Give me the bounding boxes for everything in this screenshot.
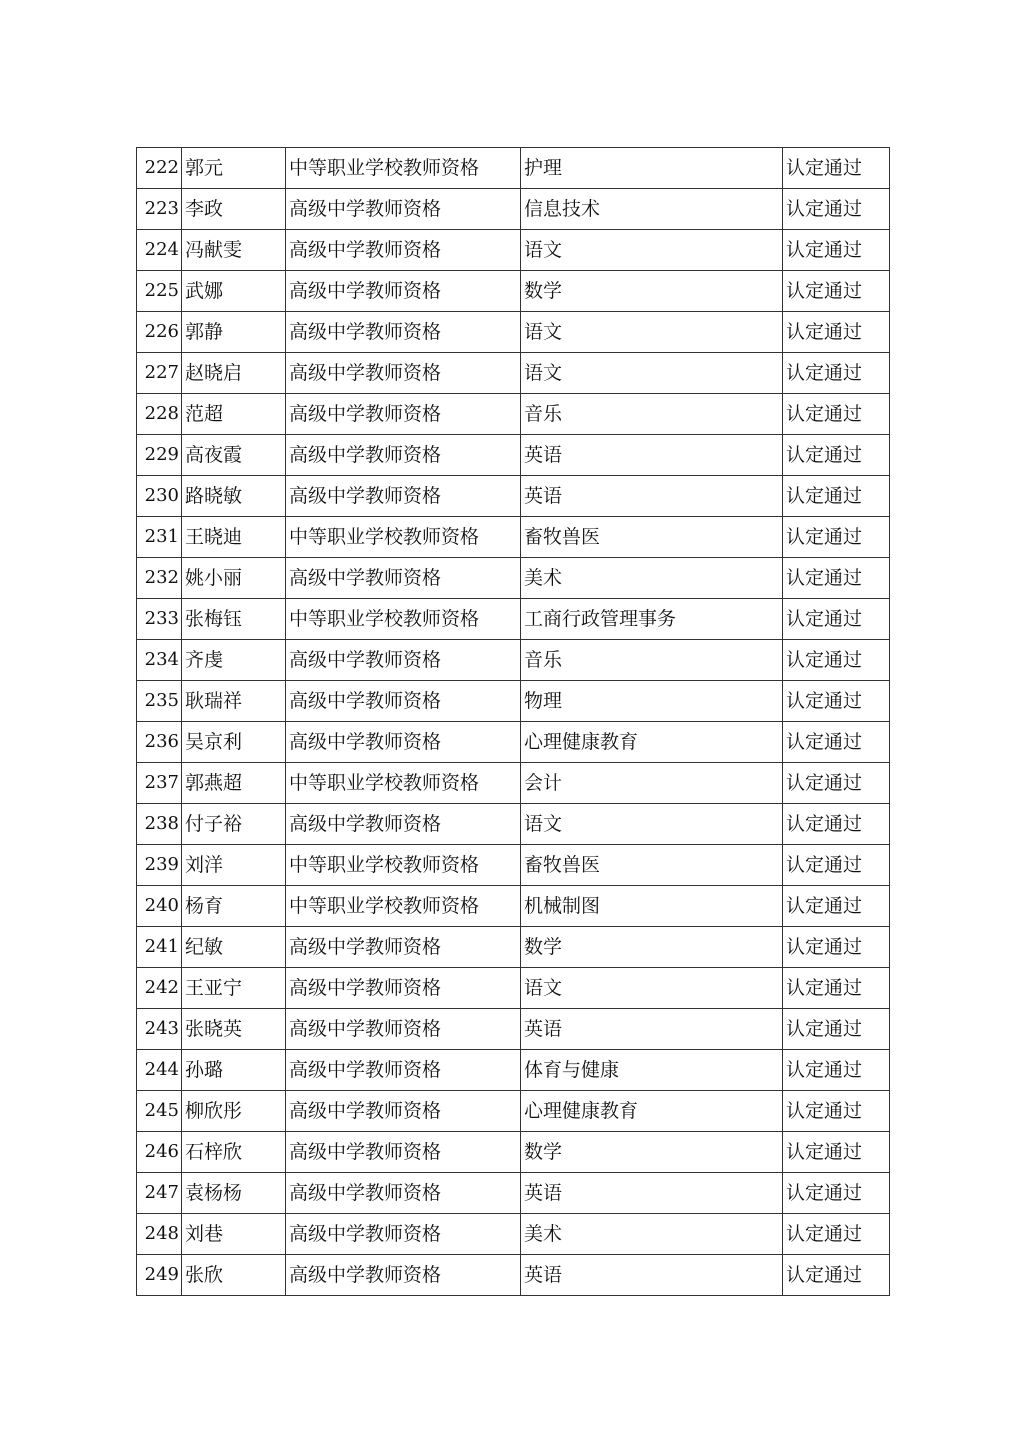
cell-subject: 英语 [521, 1255, 783, 1296]
cell-subject: 信息技术 [521, 189, 783, 230]
cell-name: 齐虔 [182, 640, 286, 681]
cell-qualification: 高级中学教师资格 [286, 1255, 521, 1296]
cell-qualification: 高级中学教师资格 [286, 968, 521, 1009]
table-row [137, 722, 890, 763]
cell-result: 认定通过 [783, 1132, 890, 1173]
cell-result: 认定通过 [783, 681, 890, 722]
cell-subject: 物理 [521, 681, 783, 722]
cell-name: 武娜 [182, 271, 286, 312]
cell-subject: 护理 [521, 148, 783, 189]
cell-result: 认定通过 [783, 148, 890, 189]
cell-qualification: 中等职业学校教师资格 [286, 148, 521, 189]
teacher-qualification-table [136, 147, 890, 1296]
cell-number: 233 [137, 599, 182, 640]
cell-subject: 畜牧兽医 [521, 845, 783, 886]
cell-qualification: 高级中学教师资格 [286, 230, 521, 271]
cell-number: 239 [137, 845, 182, 886]
cell-number: 222 [137, 148, 182, 189]
cell-number: 246 [137, 1132, 182, 1173]
cell-number: 225 [137, 271, 182, 312]
cell-subject: 数学 [521, 927, 783, 968]
cell-number: 243 [137, 1009, 182, 1050]
cell-name: 张晓英 [182, 1009, 286, 1050]
cell-result: 认定通过 [783, 1091, 890, 1132]
cell-qualification: 中等职业学校教师资格 [286, 763, 521, 804]
table-row [137, 845, 890, 886]
table-row [137, 968, 890, 1009]
cell-qualification: 高级中学教师资格 [286, 1132, 521, 1173]
cell-number: 231 [137, 517, 182, 558]
cell-subject: 语文 [521, 353, 783, 394]
cell-number: 238 [137, 804, 182, 845]
table-row [137, 640, 890, 681]
cell-name: 郭燕超 [182, 763, 286, 804]
table-row [137, 353, 890, 394]
cell-name: 刘洋 [182, 845, 286, 886]
cell-number: 236 [137, 722, 182, 763]
cell-name: 姚小丽 [182, 558, 286, 599]
cell-result: 认定通过 [783, 353, 890, 394]
cell-number: 230 [137, 476, 182, 517]
cell-subject: 美术 [521, 1214, 783, 1255]
cell-name: 孙璐 [182, 1050, 286, 1091]
cell-result: 认定通过 [783, 271, 890, 312]
cell-subject: 美术 [521, 558, 783, 599]
cell-subject: 畜牧兽医 [521, 517, 783, 558]
table-row [137, 230, 890, 271]
cell-subject: 心理健康教育 [521, 722, 783, 763]
cell-number: 242 [137, 968, 182, 1009]
table-row [137, 435, 890, 476]
cell-subject: 机械制图 [521, 886, 783, 927]
cell-number: 232 [137, 558, 182, 599]
cell-result: 认定通过 [783, 886, 890, 927]
cell-number: 228 [137, 394, 182, 435]
table-row [137, 517, 890, 558]
table-row [137, 681, 890, 722]
cell-result: 认定通过 [783, 1214, 890, 1255]
cell-number: 248 [137, 1214, 182, 1255]
cell-qualification: 高级中学教师资格 [286, 927, 521, 968]
cell-name: 付子裕 [182, 804, 286, 845]
cell-number: 235 [137, 681, 182, 722]
cell-name: 路晓敏 [182, 476, 286, 517]
cell-qualification: 高级中学教师资格 [286, 1091, 521, 1132]
cell-number: 229 [137, 435, 182, 476]
cell-name: 杨育 [182, 886, 286, 927]
cell-result: 认定通过 [783, 804, 890, 845]
cell-qualification: 高级中学教师资格 [286, 312, 521, 353]
cell-number: 223 [137, 189, 182, 230]
cell-result: 认定通过 [783, 1009, 890, 1050]
cell-qualification: 高级中学教师资格 [286, 558, 521, 599]
table-row [137, 476, 890, 517]
cell-subject: 语文 [521, 230, 783, 271]
cell-subject: 工商行政管理事务 [521, 599, 783, 640]
cell-qualification: 高级中学教师资格 [286, 476, 521, 517]
cell-name: 张梅钰 [182, 599, 286, 640]
cell-name: 范超 [182, 394, 286, 435]
cell-name: 赵晓启 [182, 353, 286, 394]
cell-qualification: 高级中学教师资格 [286, 435, 521, 476]
cell-result: 认定通过 [783, 312, 890, 353]
cell-result: 认定通过 [783, 558, 890, 599]
cell-qualification: 高级中学教师资格 [286, 271, 521, 312]
table-row [137, 804, 890, 845]
table-row [137, 1091, 890, 1132]
table-row [137, 271, 890, 312]
cell-qualification: 高级中学教师资格 [286, 1173, 521, 1214]
cell-qualification: 高级中学教师资格 [286, 1214, 521, 1255]
cell-name: 张欣 [182, 1255, 286, 1296]
cell-qualification: 中等职业学校教师资格 [286, 599, 521, 640]
cell-name: 王亚宁 [182, 968, 286, 1009]
cell-subject: 语文 [521, 312, 783, 353]
cell-subject: 数学 [521, 271, 783, 312]
cell-name: 冯献雯 [182, 230, 286, 271]
table-row [137, 558, 890, 599]
cell-name: 郭元 [182, 148, 286, 189]
cell-subject: 数学 [521, 1132, 783, 1173]
cell-number: 226 [137, 312, 182, 353]
cell-result: 认定通过 [783, 1173, 890, 1214]
cell-result: 认定通过 [783, 189, 890, 230]
cell-subject: 体育与健康 [521, 1050, 783, 1091]
cell-number: 224 [137, 230, 182, 271]
cell-result: 认定通过 [783, 640, 890, 681]
cell-qualification: 高级中学教师资格 [286, 804, 521, 845]
table-row [137, 1050, 890, 1091]
table-row [137, 394, 890, 435]
cell-name: 石梓欣 [182, 1132, 286, 1173]
table-row [137, 763, 890, 804]
cell-qualification: 高级中学教师资格 [286, 640, 521, 681]
cell-subject: 英语 [521, 1009, 783, 1050]
cell-result: 认定通过 [783, 968, 890, 1009]
table-body [137, 148, 890, 1296]
cell-qualification: 高级中学教师资格 [286, 1009, 521, 1050]
cell-qualification: 高级中学教师资格 [286, 1050, 521, 1091]
cell-subject: 语文 [521, 804, 783, 845]
cell-result: 认定通过 [783, 517, 890, 558]
cell-qualification: 高级中学教师资格 [286, 189, 521, 230]
cell-name: 吴京利 [182, 722, 286, 763]
cell-subject: 英语 [521, 1173, 783, 1214]
cell-result: 认定通过 [783, 394, 890, 435]
cell-name: 柳欣彤 [182, 1091, 286, 1132]
cell-qualification: 高级中学教师资格 [286, 681, 521, 722]
cell-result: 认定通过 [783, 927, 890, 968]
table-row [137, 1132, 890, 1173]
cell-name: 刘巷 [182, 1214, 286, 1255]
cell-name: 王晓迪 [182, 517, 286, 558]
cell-name: 高夜霞 [182, 435, 286, 476]
cell-number: 249 [137, 1255, 182, 1296]
table-row [137, 1255, 890, 1296]
cell-result: 认定通过 [783, 845, 890, 886]
cell-number: 234 [137, 640, 182, 681]
cell-result: 认定通过 [783, 230, 890, 271]
cell-subject: 会计 [521, 763, 783, 804]
cell-subject: 英语 [521, 435, 783, 476]
table-row [137, 1214, 890, 1255]
cell-result: 认定通过 [783, 1050, 890, 1091]
cell-qualification: 高级中学教师资格 [286, 722, 521, 763]
table-row [137, 927, 890, 968]
cell-name: 袁杨杨 [182, 1173, 286, 1214]
table-row [137, 189, 890, 230]
cell-subject: 心理健康教育 [521, 1091, 783, 1132]
cell-qualification: 高级中学教师资格 [286, 353, 521, 394]
cell-name: 郭静 [182, 312, 286, 353]
cell-result: 认定通过 [783, 722, 890, 763]
table-row [137, 599, 890, 640]
cell-name: 耿瑞祥 [182, 681, 286, 722]
cell-subject: 音乐 [521, 394, 783, 435]
cell-qualification: 中等职业学校教师资格 [286, 845, 521, 886]
cell-result: 认定通过 [783, 1255, 890, 1296]
cell-qualification: 中等职业学校教师资格 [286, 517, 521, 558]
table-row [137, 1009, 890, 1050]
cell-result: 认定通过 [783, 476, 890, 517]
cell-subject: 英语 [521, 476, 783, 517]
cell-subject: 音乐 [521, 640, 783, 681]
cell-number: 247 [137, 1173, 182, 1214]
table-row [137, 1173, 890, 1214]
cell-number: 241 [137, 927, 182, 968]
cell-result: 认定通过 [783, 763, 890, 804]
table-row [137, 312, 890, 353]
cell-name: 李政 [182, 189, 286, 230]
cell-subject: 语文 [521, 968, 783, 1009]
cell-qualification: 中等职业学校教师资格 [286, 886, 521, 927]
cell-qualification: 高级中学教师资格 [286, 394, 521, 435]
cell-number: 245 [137, 1091, 182, 1132]
cell-number: 240 [137, 886, 182, 927]
cell-result: 认定通过 [783, 435, 890, 476]
cell-result: 认定通过 [783, 599, 890, 640]
cell-name: 纪敏 [182, 927, 286, 968]
cell-number: 237 [137, 763, 182, 804]
table-row [137, 886, 890, 927]
cell-number: 227 [137, 353, 182, 394]
cell-number: 244 [137, 1050, 182, 1091]
table-row [137, 148, 890, 189]
